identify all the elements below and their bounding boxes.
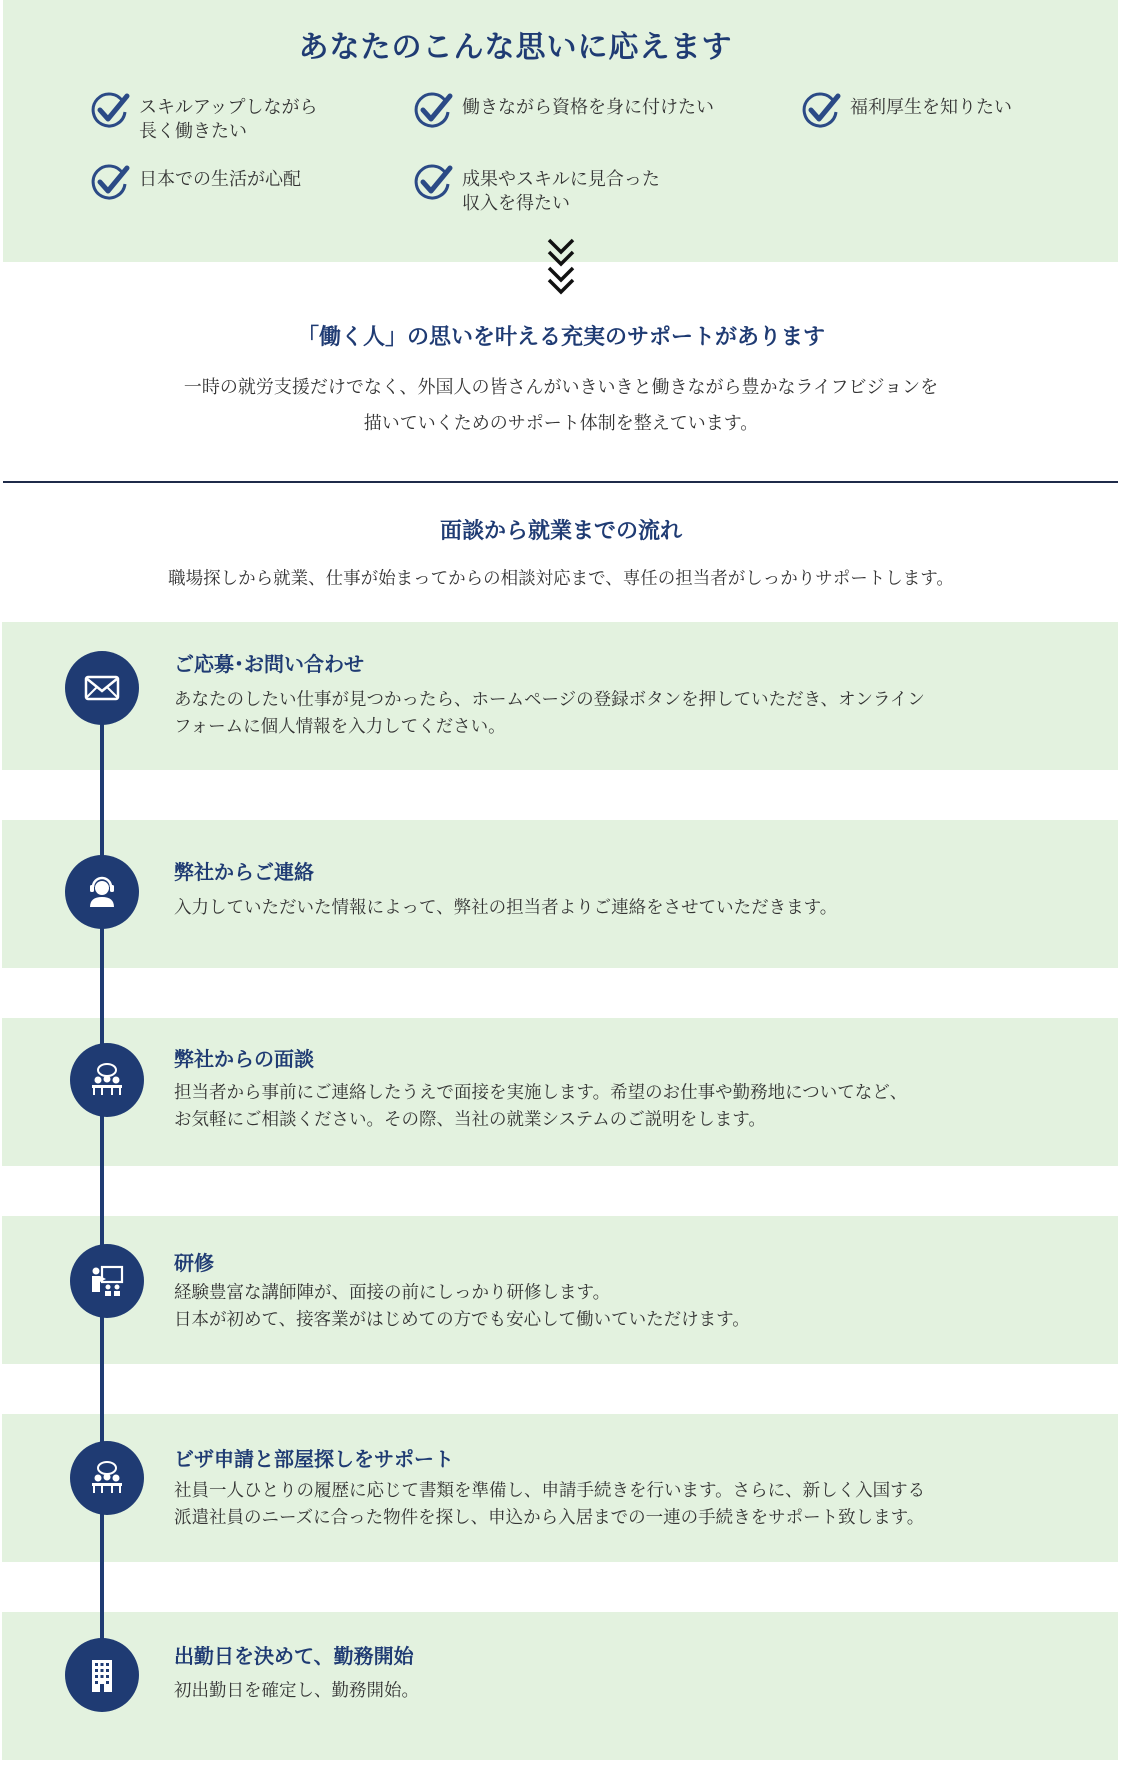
support-line: 一時の就労支援だけでなく、外国人の皆さんがいきいきと働きながら豊かなライフビジョンを bbox=[183, 377, 939, 398]
step-band bbox=[2, 820, 1118, 968]
wish-item bbox=[412, 168, 660, 216]
step-description: 経験豊富な講師陣が、面接の前にしっかり研修します。 日本が初めて、接客業がはじめての方でも安心して働いていただけます。 bbox=[174, 1283, 750, 1330]
support-agent-icon bbox=[81, 871, 123, 913]
training-icon bbox=[86, 1260, 128, 1302]
step-title: ご応募･お問い合わせ bbox=[174, 652, 364, 676]
building-icon bbox=[81, 1654, 123, 1696]
divider bbox=[3, 481, 1118, 483]
step-description: 担当者から事前にご連絡したうえで面接を実施します。希望のお仕事や勤務地についてなど、 お気軽にご相談ください。その際、当社の就業システムのご説明をします。 bbox=[174, 1083, 908, 1130]
flow-title: 面談から就業までの流れ bbox=[439, 519, 682, 544]
meeting-icon bbox=[86, 1457, 128, 1499]
support-line: 描いていくためのサポート体制を整えています。 bbox=[363, 413, 759, 434]
step-description: 初出勤日を確定し、勤務開始。 bbox=[174, 1681, 419, 1701]
support-text bbox=[0, 370, 1122, 442]
hero-section bbox=[3, 0, 1118, 262]
meeting-icon bbox=[86, 1059, 128, 1101]
check-circle-icon bbox=[89, 162, 131, 204]
step-title: 出勤日を決めて、勤務開始 bbox=[174, 1644, 414, 1668]
step-description: あなたのしたい仕事が見つかったら、ホームページの登録ボタンを押していただき、オンライン フォームに個人情報を入力してください。 bbox=[174, 690, 925, 737]
check-circle-icon bbox=[800, 90, 842, 132]
support-title: 「働く人」の思いを叶える充実のサポートがあります bbox=[296, 325, 825, 350]
wish-label: 働きながら資格を身に付けたい bbox=[462, 97, 714, 118]
step-icon-badge bbox=[70, 1043, 144, 1117]
step-title: ビザ申請と部屋探しをサポート bbox=[174, 1447, 454, 1471]
hero-title: あなたのこんな思いに応えます bbox=[298, 30, 733, 65]
wish-label: 福利厚生を知りたい bbox=[850, 97, 1012, 118]
wish-item bbox=[89, 96, 318, 144]
wish-label: スキルアップしながら 長く働きたい bbox=[139, 97, 318, 142]
step-icon-badge bbox=[65, 651, 139, 725]
check-circle-icon bbox=[89, 90, 131, 132]
wish-label: 成果やスキルに見合った 収入を得たい bbox=[462, 169, 660, 214]
wish-item bbox=[412, 96, 714, 132]
step-title: 研修 bbox=[174, 1251, 214, 1275]
wish-item bbox=[800, 96, 1012, 132]
flow-subtitle: 職場探しから就業、仕事が始まってからの相談対応まで、専任の担当者がしっかりサポートします。 bbox=[168, 569, 954, 589]
step-icon-badge bbox=[70, 1244, 144, 1318]
step-title: 弊社からご連絡 bbox=[174, 860, 314, 884]
step-icon-badge bbox=[65, 855, 139, 929]
wish-item bbox=[89, 168, 301, 204]
check-circle-icon bbox=[412, 162, 454, 204]
double-chevron-down-icon bbox=[544, 236, 578, 298]
step-title: 弊社からの面談 bbox=[174, 1047, 314, 1071]
step-icon-badge bbox=[65, 1638, 139, 1712]
wish-label: 日本での生活が心配 bbox=[139, 169, 301, 190]
check-circle-icon bbox=[412, 90, 454, 132]
envelope-icon bbox=[81, 667, 123, 709]
step-description: 社員一人ひとりの履歴に応じて書類を準備し、申請手続きを行います。さらに、新しく入国する 派遣社員のニーズに合った物件を探し、申込から入居までの一連の手続きをサポート致します。 bbox=[174, 1481, 926, 1528]
step-description: 入力していただいた情報によって、弊社の担当者よりご連絡をさせていただきます。 bbox=[174, 898, 838, 918]
step-icon-badge bbox=[70, 1441, 144, 1515]
